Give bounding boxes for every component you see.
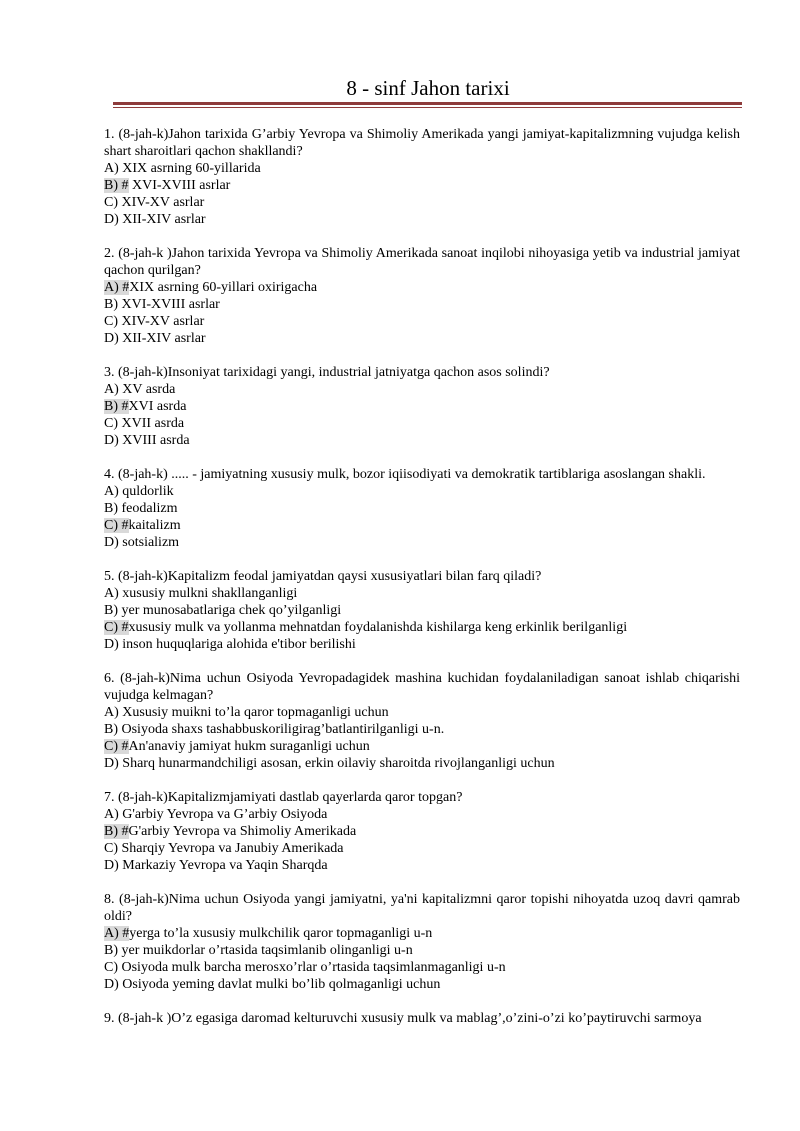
option-key: D) — [104, 212, 123, 227]
option-c — [104, 738, 740, 755]
option-text: inson huquqlariga alohida e'tibor berilishi — [122, 637, 356, 652]
option-text: An'anaviy jamiyat hukm suraganligi uchun — [128, 739, 370, 754]
option-key-marked: A) # — [104, 280, 130, 295]
option-a — [104, 160, 740, 177]
option-b — [104, 721, 740, 738]
option-key: A) — [104, 382, 123, 397]
option-c — [104, 194, 740, 211]
option-text: feodalizm — [121, 501, 178, 516]
option-text: Xususiy muikni to’la qaror topmaganligi uchun — [122, 705, 389, 720]
option-a — [104, 806, 740, 823]
option-key: C) — [104, 416, 122, 431]
option-b — [104, 602, 740, 619]
option-key-marked: A) # — [104, 926, 130, 941]
option-key-marked: C) # — [104, 739, 129, 754]
question-stem: 4. (8-jah-k) ..... - jamiyatning xususiy mulk, bozor iqiisodiyati va demokratik tartiblariga asoslangan shakli. — [104, 467, 706, 482]
option-key: A) — [104, 586, 123, 601]
question-stem: 7. (8-jah-k)Kapitalizmjamiyati dastlab qayerlarda qaror topgan? — [104, 790, 463, 805]
option-key: D) — [104, 858, 123, 873]
option-b — [104, 177, 740, 194]
question-1 — [104, 126, 740, 228]
option-text: XVII asrda — [121, 416, 185, 431]
option-b — [104, 398, 740, 415]
option-text: xususiy mulkni shakllanganligi — [122, 586, 298, 601]
option-key: D) — [104, 977, 123, 992]
option-key: A) — [104, 161, 123, 176]
option-key: B) — [104, 501, 122, 516]
option-text: XVI-XVIII asrlar — [128, 178, 231, 193]
question-stem: 1. (8-jah-k)Jahon tarixida G’arbiy Yevropa va Shimoliy Amerikada yangi jamiyat-kapitalizmning vujudga kelish shart sharoitlari qachon shakllandi? — [104, 127, 740, 159]
option-text: xususiy mulk va yollanma mehnatdan foydalanishda kishilarga keng erkinlik berilganligi — [128, 620, 628, 635]
option-key-marked: C) # — [104, 620, 129, 635]
option-text: quldorlik — [122, 484, 174, 499]
option-key: A) — [104, 807, 123, 822]
question-stem: 2. (8-jah-k )Jahon tarixida Yevropa va Shimoliy Amerikada sanoat inqilobi nihoyasiga yetib va industrial jamiyat qachon qurilgan? — [104, 246, 740, 278]
option-d — [104, 857, 740, 874]
option-key: C) — [104, 314, 122, 329]
question-9 — [104, 1010, 740, 1027]
option-key: D) — [104, 331, 123, 346]
option-text: Osiyoda shaxs tashabbuskoriligirag’batlantirilganligi u-n. — [121, 722, 445, 737]
option-key: B) — [104, 603, 122, 618]
option-text: Osiyoda mulk barcha merosxo’rlar o’rtasida taqsimlanmaganligi u-n — [121, 960, 506, 975]
option-key: B) — [104, 943, 122, 958]
option-key: C) — [104, 960, 122, 975]
option-key: D) — [104, 756, 123, 771]
option-key: D) — [104, 535, 123, 550]
question-7 — [104, 789, 740, 874]
question-6 — [104, 670, 740, 772]
option-key-marked: B) # — [104, 399, 129, 414]
option-c — [104, 840, 740, 857]
option-key-marked: B) # — [104, 178, 129, 193]
option-text: Osiyoda yeming davlat mulki bo’lib qolmaganligi uchun — [122, 977, 441, 992]
option-c — [104, 959, 740, 976]
option-key: A) — [104, 484, 123, 499]
option-text: yer munosabatlariga chek qo’yilganligi — [121, 603, 342, 618]
option-d — [104, 755, 740, 772]
option-c — [104, 619, 740, 636]
question-stem: 3. (8-jah-k)Insoniyat tarixidagi yangi, industrial jatniyatga qachon asos solindi? — [104, 365, 550, 380]
option-text: sotsializm — [122, 535, 180, 550]
question-stem: 6. (8-jah-k)Nima uchun Osiyoda Yevropadagidek mashina kuchidan foydalaniladigan sanoat ishlab chiqarishi vujudga kelmagan? — [104, 671, 740, 703]
option-d — [104, 432, 740, 449]
option-a — [104, 925, 740, 942]
option-key: B) — [104, 722, 122, 737]
option-b — [104, 823, 740, 840]
option-key: B) — [104, 297, 122, 312]
option-text: XV asrda — [122, 382, 176, 397]
option-text: XII-XIV asrlar — [122, 212, 206, 227]
title-underline-thin — [113, 107, 742, 108]
option-b — [104, 296, 740, 313]
option-c — [104, 415, 740, 432]
option-key: C) — [104, 195, 122, 210]
page-title: 8 - sinf Jahon tarixi — [346, 76, 510, 100]
question-3 — [104, 364, 740, 449]
question-8 — [104, 891, 740, 993]
title-underline-thick — [113, 102, 742, 105]
option-a — [104, 279, 740, 296]
question-5 — [104, 568, 740, 653]
option-key: A) — [104, 705, 123, 720]
option-a — [104, 381, 740, 398]
option-text: XII-XIV asrlar — [122, 331, 206, 346]
option-d — [104, 636, 740, 653]
option-a — [104, 483, 740, 500]
option-d — [104, 976, 740, 993]
option-key-marked: C) # — [104, 518, 129, 533]
question-4 — [104, 466, 740, 551]
option-text: XIV-XV asrlar — [121, 314, 205, 329]
question-list — [104, 126, 740, 1044]
option-b — [104, 500, 740, 517]
option-text: XIX asrning 60-yillarida — [122, 161, 261, 176]
question-stem: 9. (8-jah-k )O’z egasiga daromad kelturuvchi xususiy mulk va mablag’,o’zini-o’zi ko’paytiruvchi sarmoya — [104, 1011, 702, 1026]
option-text: XIX asrning 60-yillari oxirigacha — [129, 280, 318, 295]
option-text: kaitalizm — [128, 518, 181, 533]
option-a — [104, 585, 740, 602]
option-text: XVI asrda — [128, 399, 187, 414]
question-stem: 8. (8-jah-k)Nima uchun Osiyoda yangi jamiyatni, ya'ni kapitalizmni qaror topishi nihoyatda uzoq davri qamrab oldi? — [104, 892, 740, 924]
option-c — [104, 517, 740, 534]
option-d — [104, 211, 740, 228]
option-key-marked: B) # — [104, 824, 129, 839]
option-text: G'arbiy Yevropa va G’arbiy Osiyoda — [122, 807, 328, 822]
option-d — [104, 534, 740, 551]
option-text: yerga to’la xususiy mulkchilik qaror topmaganligi u-n — [129, 926, 433, 941]
option-a — [104, 704, 740, 721]
option-c — [104, 313, 740, 330]
option-key: C) — [104, 841, 122, 856]
option-d — [104, 330, 740, 347]
option-text: XVI-XVIII asrlar — [121, 297, 220, 312]
option-text: Sharq hunarmandchiligi asosan, erkin oilaviy sharoitda rivojlanganligi uchun — [122, 756, 555, 771]
option-text: G'arbiy Yevropa va Shimoliy Amerikada — [128, 824, 357, 839]
option-b — [104, 942, 740, 959]
option-text: XVIII asrda — [122, 433, 190, 448]
option-text: yer muikdorlar o’rtasida taqsimlanib olinganligi u-n — [121, 943, 413, 958]
question-2 — [104, 245, 740, 347]
option-text: XIV-XV asrlar — [121, 195, 205, 210]
option-text: Sharqiy Yevropa va Janubiy Amerikada — [121, 841, 344, 856]
option-key: D) — [104, 433, 123, 448]
option-key: D) — [104, 637, 123, 652]
option-text: Markaziy Yevropa va Yaqin Sharqda — [122, 858, 328, 873]
question-stem: 5. (8-jah-k)Kapitalizm feodal jamiyatdan qaysi xususiyatlari bilan farq qiladi? — [104, 569, 542, 584]
